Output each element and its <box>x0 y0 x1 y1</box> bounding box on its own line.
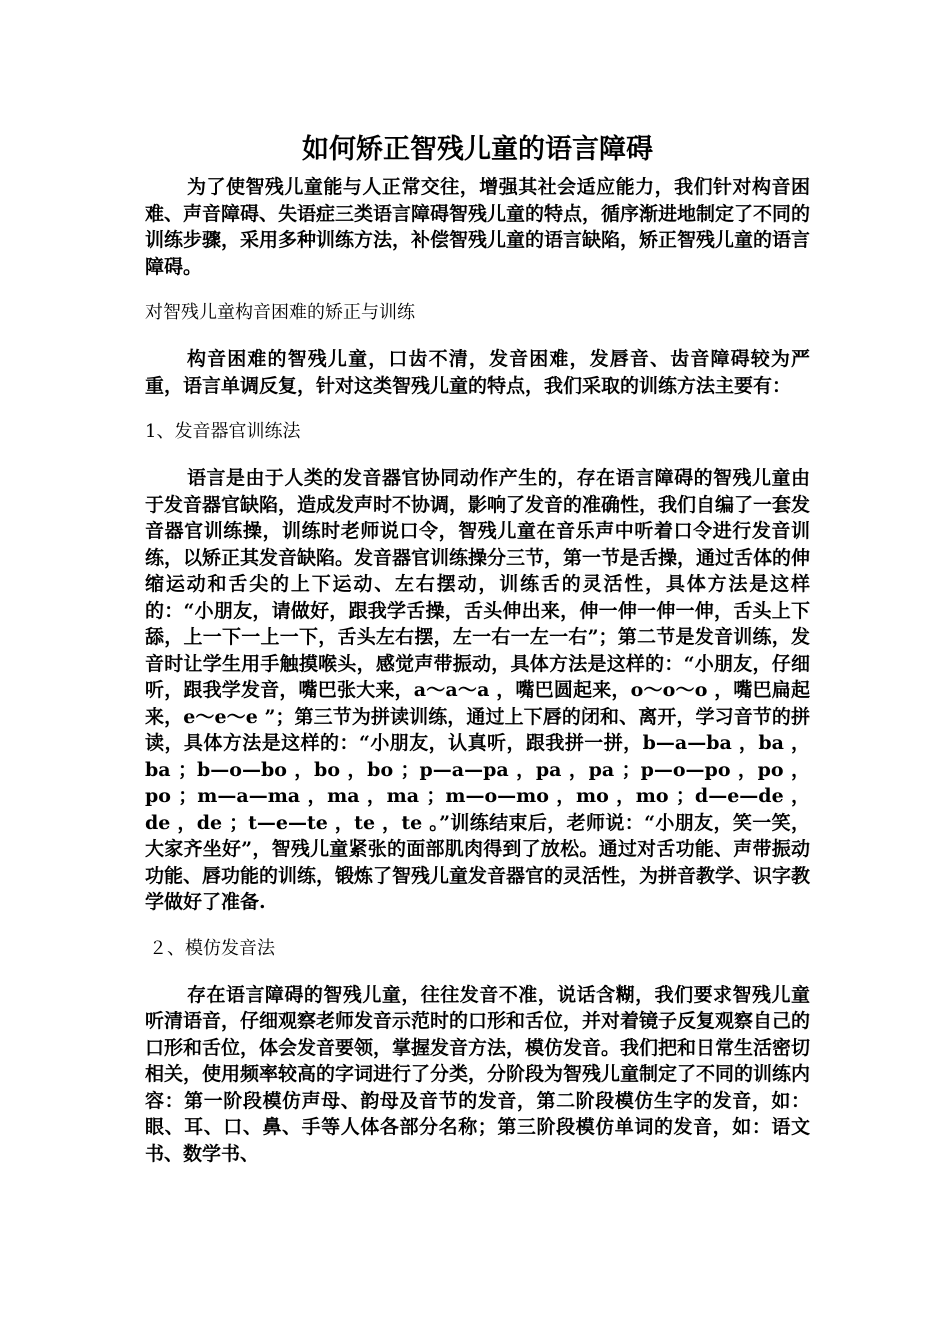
section-paragraph: 构音困难的智残儿童，口齿不清，发音困难，发唇音、齿音障碍较为严重，语言单调反复，针对这类智残儿童的特点，我们采取的训练方法主要有： <box>145 348 810 397</box>
intro-paragraph: 为了使智残儿童能与人正常交往，增强其社会适应能力，我们针对构音困难、声音障碍、失语症三类语言障碍智残儿童的特点，循序渐进地制定了不同的训练步骤，采用多种训练方法，补偿智残儿童的语言缺陷，矫正智残儿童的语言障碍。 <box>145 176 811 278</box>
paragraph-2: 存在语言障碍的智残儿童，往往发音不准，说话含糊，我们要求智残儿童听清语音，仔细观察老师发音示范时的口形和舌位，并对着镜子反复观察自己的口形和舌位，体会发音要领，掌握发音方法，模仿发音。我们把和日常生活密切相关，使用频率较高的字词进行了分类，分阶段为智残儿童制定了不同的训练内容：第一阶段模仿声母、韵母及音节的发音，第二阶段模仿生字的发音，如：眼、耳、口、鼻、手等人体各部分名称；第三阶段模仿单词的发音，如：语文书、数学书、 <box>145 983 811 1165</box>
section-heading: 对智残儿童构音困难的矫正与训练 <box>145 302 415 323</box>
document-page <box>145 128 810 1167</box>
subheading-2: ２、模仿发音法 <box>149 937 275 959</box>
document-title: 如何矫正智残儿童的语言障碍 <box>302 134 653 165</box>
subheading-1: 1、发音器官训练法 <box>145 421 301 442</box>
paragraph-1: 语言是由于人类的发音器官协同动作产生的，存在语言障碍的智残儿童由于发音器官缺陷，造成发声时不协调，影响了发音的准确性，我们自编了一套发音器官训练操，训练时老师说口令，智残儿童在音乐声中听着口令进行发音训练，以矫正其发音缺陷。发音器官训练操分三节，第一节是舌操，通过舌体的伸缩运动和舌尖的上下运动、左右摆动，训练舌的灵活性，具体方法是这样的：“小朋友，请做好，跟我学舌操，舌头伸出来，伸一伸一伸一伸，舌头上下舔，上一下一上一下，舌头左右摆，左一右一左一右”；第二节是发音训练，发音时让学生用手触摸喉头，感觉声带振动，具体方法是这样的：“小朋友，仔细听，跟我学发音，嘴巴张大来，a～a～a ，嘴巴圆起来，o～o～o ，嘴巴扁起来，e～e～e ”；第三节为拼读训练，通过上下唇的闭和、离开，学习音节的拼读，具体方法是这样的：“小朋友，认真听，跟我拼一拼，b—a—ba ，ba ，ba ；b—o—bo ，bo ，bo ；p—a—pa ，pa ，pa ；p—o—po ，po ，po ；m—a—ma ，ma ，ma ；m—o—mo ，mo ，mo ；d—e—de ，de ，de ；t—e—te ，te ，te 。”训练结束后，老师说：“小朋友，笑一笑，大家齐坐好”，智残儿童紧张的面部肌肉得到了放松。通过对舌功能、声带振动功能、唇功能的训练，锻炼了智残儿童发音器官的灵活性，为拼音教学、识字教学做好了准备. <box>145 467 811 913</box>
